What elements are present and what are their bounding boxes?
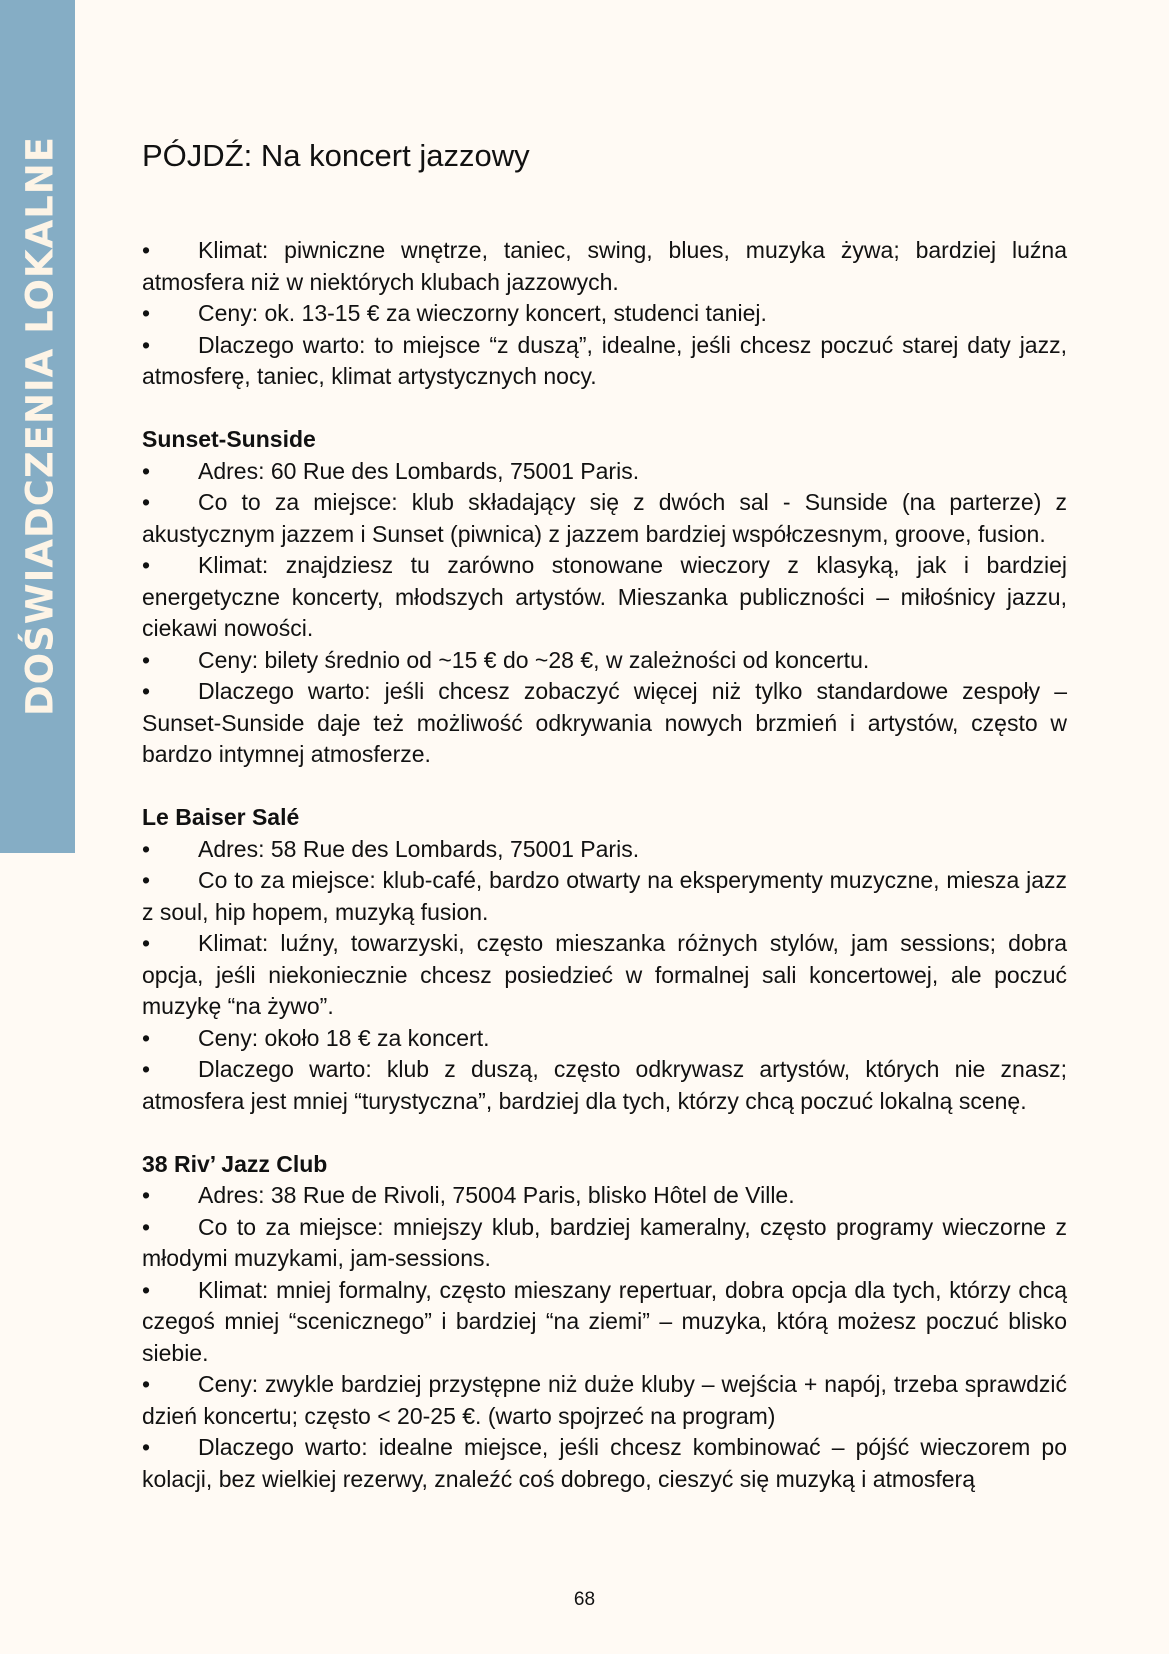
list-item: • Adres: 60 Rue des Lombards, 75001 Paris. bbox=[142, 456, 1067, 488]
list-item: • Co to za miejsce: mniejszy klub, bardziej kameralny, często programy wieczorne z młodymi muzykami, jam-sessions. bbox=[142, 1213, 1067, 1271]
list-item: • Ceny: około 18 € za koncert. bbox=[142, 1023, 1067, 1055]
list-item: • Ceny: ok. 13-15 € za wieczorny koncert, studenci taniej. bbox=[142, 298, 1067, 330]
list-item: • Co to za miejsce: klub-café, bardzo otwarty na eksperymenty muzyczne, miesza jazz z soul, hip hopem, muzyką fusion. bbox=[142, 867, 1067, 925]
bullet-icon: • bbox=[142, 1276, 151, 1303]
page-title: PÓJDŹ: Na koncert jazzowy bbox=[142, 138, 530, 173]
bullet-icon: • bbox=[142, 1371, 151, 1397]
venue-section-sunset-sunside bbox=[142, 424, 1067, 771]
bullet-icon: • bbox=[142, 1434, 151, 1460]
list-item: • Dlaczego warto: klub z duszą, często odkrywasz artystów, których nie znasz; atmosfera jest mniej “turystyczna”, bardziej dla tych, którzy chcą poczuć lokalną scenę. bbox=[142, 1056, 1067, 1114]
bullet-icon: • bbox=[142, 1182, 151, 1208]
list-item: • Co to za miejsce: klub składający się z dwóch sal - Sunside (na parterze) z akustycznym jazzem i Sunset (piwnica) z jazzem bardziej współczesnym, groove, fusion. bbox=[142, 489, 1067, 547]
section-label: DOŚWIADCZENIA LOKALNE bbox=[18, 135, 62, 717]
bullet-icon: • bbox=[142, 867, 151, 893]
venue-section-le-baiser-sale bbox=[142, 802, 1067, 1117]
bullet-icon: • bbox=[142, 930, 151, 956]
list-item: • Adres: 38 Rue de Rivoli, 75004 Paris, blisko Hôtel de Ville. bbox=[142, 1180, 1067, 1212]
venue-heading: 38 Riv’ Jazz Club bbox=[142, 1150, 328, 1177]
bullet-icon: • bbox=[142, 457, 151, 484]
list-item: • Dlaczego warto: idealne miejsce, jeśli chcesz kombinować – pójść wieczorem po kolacji, bez wielkiej rezerwy, znaleźć coś dobrego, cieszyć się muzyką i atmosferą bbox=[142, 1434, 1067, 1492]
list-item: • Klimat: mniej formalny, często mieszany repertuar, dobra opcja dla tych, którzy chcą czegoś mniej “scenicznego” i bardziej “na ziemi” – muzyka, którą możesz poczuć blisko siebie. bbox=[142, 1276, 1067, 1366]
list-item: • Ceny: zwykle bardziej przystępne niż duże kluby – wejścia + napój, trzeba sprawdzić dzień koncertu; często < 20-25 €. (warto spojrzeć na program) bbox=[142, 1371, 1067, 1429]
venue-heading: Le Baiser Salé bbox=[142, 804, 300, 830]
list-item: • Klimat: znajdziesz tu zarówno stonowane wieczory z klasyką, jak i bardziej energetyczne koncerty, młodszych artystów. Mieszanka publiczności – miłośnicy jazzu, ciekawi nowości. bbox=[142, 552, 1067, 641]
section-side-band bbox=[0, 0, 75, 853]
page-number: 68 bbox=[573, 1589, 596, 1610]
list-item: • Klimat: piwniczne wnętrze, taniec, swing, blues, muzyka żywa; bardziej luźna atmosfera niż w niektórych klubach jazzowych. bbox=[142, 237, 1067, 295]
bullet-icon: • bbox=[142, 678, 151, 704]
list-item: • Ceny: bilety średnio od ~15 € do ~28 €, w zależności od koncertu. bbox=[142, 645, 1067, 677]
venue-heading: Sunset-Sunside bbox=[142, 426, 316, 452]
bullet-icon: • bbox=[142, 331, 151, 358]
bullet-icon: • bbox=[142, 1213, 151, 1240]
page-content bbox=[142, 235, 1067, 1495]
bullet-icon: • bbox=[142, 237, 151, 263]
list-item: • Klimat: luźny, towarzyski, często mieszanka różnych stylów, jam sessions; dobra opcja, jeśli niekoniecznie chcesz posiedzieć w formalnej sali koncertowej, ale poczuć muzykę “na żywo”. bbox=[142, 930, 1067, 1019]
bullet-icon: • bbox=[142, 1024, 151, 1051]
bullet-icon: • bbox=[142, 300, 151, 326]
intro-bullet-list bbox=[142, 235, 1067, 393]
list-item: • Dlaczego warto: to miejsce “z duszą”, idealne, jeśli chcesz poczuć starej daty jazz, atmosferę, taniec, klimat artystycznych nocy. bbox=[142, 331, 1067, 389]
bullet-icon: • bbox=[142, 646, 151, 673]
list-item: • Adres: 58 Rue des Lombards, 75001 Paris. bbox=[142, 834, 1067, 866]
list-item: • Dlaczego warto: jeśli chcesz zobaczyć więcej niż tylko standardowe zespoły – Sunset-Sunside daje też możliwość odkrywania nowych brzmień i artystów, często w bardzo intymnej atmosferze. bbox=[142, 678, 1067, 767]
bullet-icon: • bbox=[142, 1056, 151, 1082]
bullet-icon: • bbox=[142, 835, 151, 862]
venue-section-38-riv-jazz-club bbox=[142, 1149, 1067, 1496]
bullet-icon: • bbox=[142, 552, 151, 578]
bullet-icon: • bbox=[142, 489, 151, 515]
